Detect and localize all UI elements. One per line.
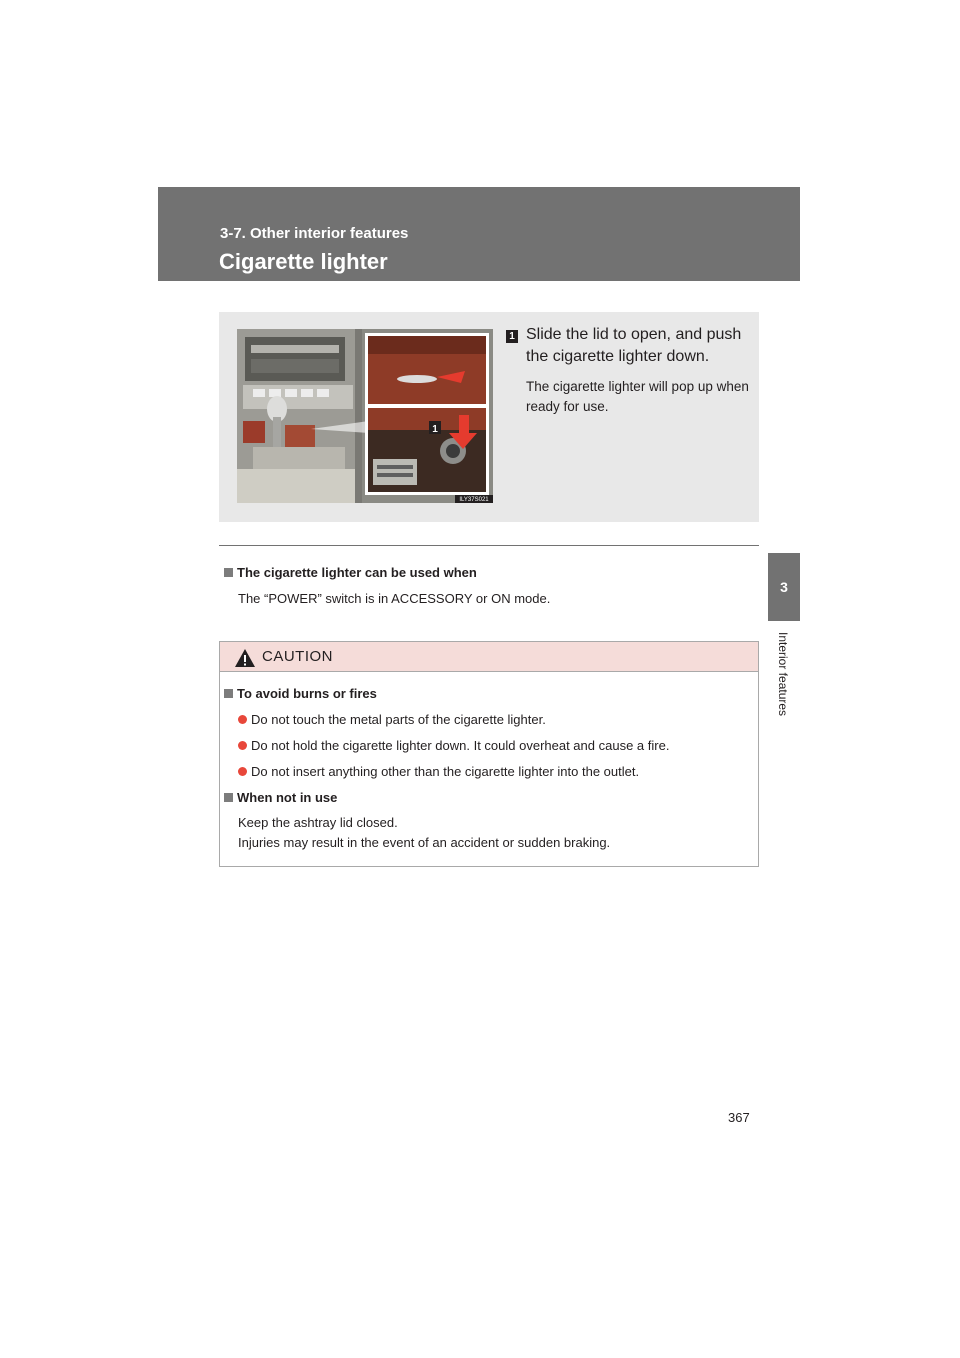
chapter-label: Interior features	[776, 632, 790, 717]
chapter-tab: 3	[768, 553, 800, 621]
page-number: 367	[728, 1110, 750, 1125]
caution-bullet	[238, 764, 639, 779]
page-header	[158, 187, 800, 281]
callout-label: 1	[432, 424, 438, 435]
divider	[219, 545, 759, 546]
bullet-dot-icon	[238, 741, 247, 750]
caution-heading-text: When not in use	[237, 790, 338, 805]
caution-bullet-text: Do not hold the cigarette lighter down. It could overheat and cause a fire.	[251, 738, 670, 753]
bullet-dot-icon	[238, 715, 247, 724]
page-title: Cigarette lighter	[219, 249, 388, 274]
note-heading	[224, 565, 477, 580]
caution-box	[219, 641, 759, 867]
caution-section-heading	[224, 686, 377, 701]
step-description: The cigarette lighter will pop up when ready for use.	[526, 379, 749, 414]
caution-line: Keep the ashtray lid closed.	[238, 815, 398, 830]
note-heading-text: The cigarette lighter can be used when	[237, 565, 477, 580]
illustration-panel	[219, 312, 759, 522]
bullet-dot-icon	[238, 767, 247, 776]
step-badge: 1	[506, 330, 518, 343]
caution-bullet-text: Do not insert anything other than the cigarette lighter into the outlet.	[251, 764, 640, 779]
image-code: ILY37S021	[459, 497, 489, 503]
warning-triangle-icon	[234, 648, 256, 668]
caution-bullet	[238, 712, 546, 727]
caution-title: CAUTION	[262, 648, 333, 665]
square-bullet-icon	[224, 793, 233, 802]
section-label: 3-7. Other interior features	[220, 225, 409, 242]
caution-section-heading	[224, 790, 337, 805]
caution-heading-text: To avoid burns or fires	[237, 686, 377, 701]
caution-bullet-text: Do not touch the metal parts of the cigarette lighter.	[251, 712, 546, 727]
caution-line: Injuries may result in the event of an accident or sudden braking.	[238, 835, 611, 850]
console-photo-image	[237, 329, 493, 503]
caution-bullet	[238, 738, 669, 753]
caution-header	[220, 642, 758, 672]
square-bullet-icon	[224, 689, 233, 698]
step-title: Slide the lid to open, and push the cigarette lighter down.	[526, 326, 742, 365]
square-bullet-icon	[224, 568, 233, 577]
note-body: The “POWER” switch is in ACCESSORY or ON mode.	[238, 591, 551, 606]
